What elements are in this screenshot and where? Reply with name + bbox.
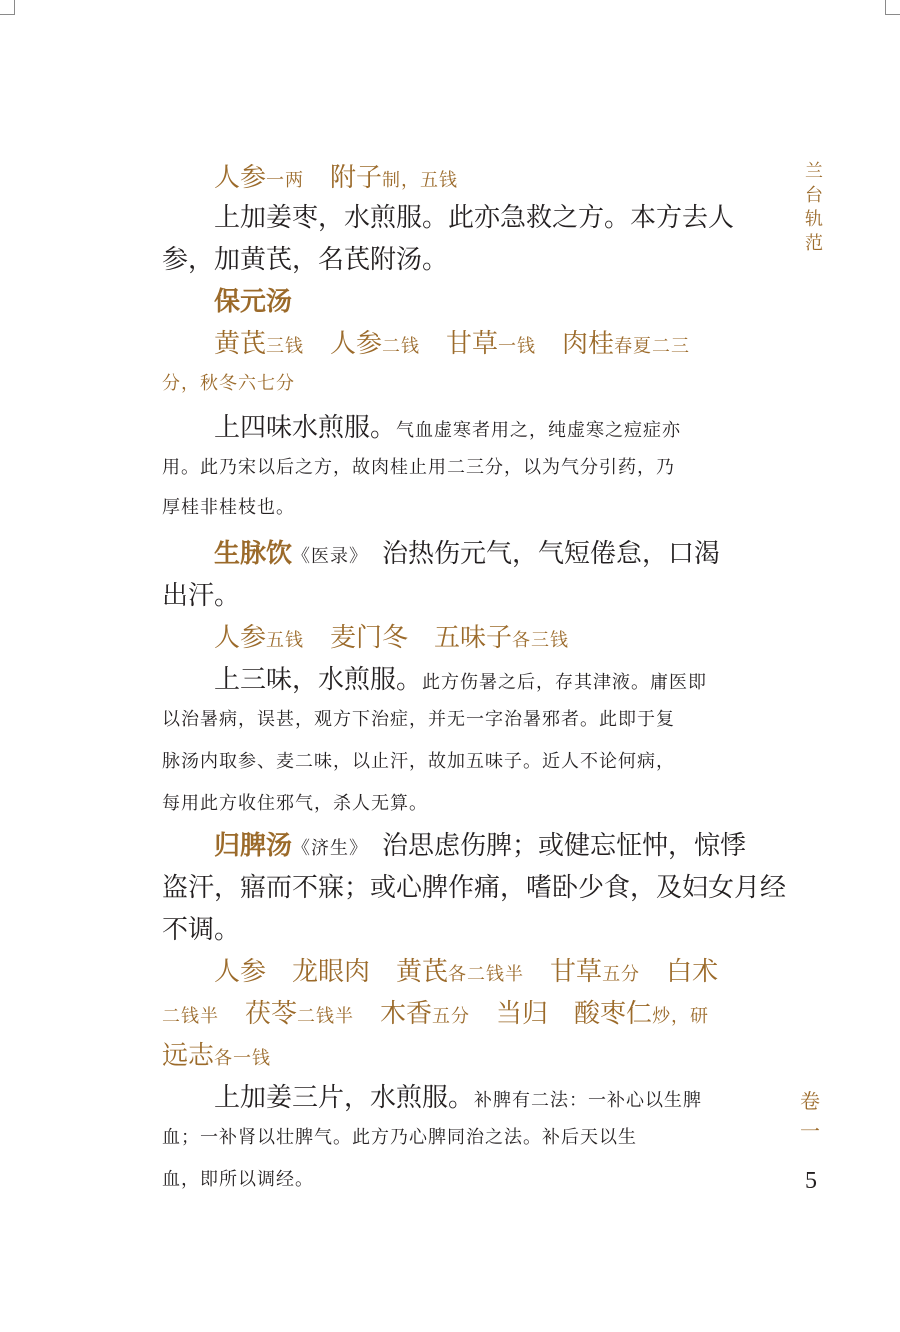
text-line (214, 662, 707, 698)
herb-dose: 五分 (432, 1006, 471, 1027)
herb-dose: 各二钱半 (448, 964, 525, 985)
commentary-text: 脉汤内取参、麦二味，以止汗，故加五味子。近人不论何病， (162, 751, 675, 772)
herb-name: 人参 (330, 329, 383, 359)
herb-name: 龙眼肉 (292, 957, 371, 987)
running-volume-label (798, 1086, 822, 1146)
commentary-text: 血；一补肾以壮脾气。此方乃心脾同治之法。补后天以生 (162, 1127, 637, 1148)
crop-mark-right (885, 0, 900, 15)
indication-text: 盗汗，寤而不寐；或心脾作痛，嗜卧少食，及妇女月经 (162, 873, 787, 903)
commentary-text: 气血虚寒者用之，纯虚寒之痘症亦 (396, 420, 682, 441)
usage-text: 上三味，水煎服。 (214, 665, 423, 695)
prescription-title: 生脉饮 (214, 539, 293, 569)
prescription-header (214, 536, 720, 572)
herb-dose: 二钱半 (297, 1006, 355, 1027)
herb-name: 当归 (496, 999, 549, 1029)
formula-line (162, 996, 709, 1032)
herb-dose: 制，五钱 (382, 170, 459, 191)
herb-name: 麦门冬 (330, 623, 409, 653)
herb-dose: 分，秋冬六七分 (162, 373, 295, 394)
text-line (214, 1080, 702, 1116)
herb-name: 茯苓 (245, 999, 298, 1029)
herb-dose: 炒，研 (652, 1006, 710, 1027)
herb-name: 五味子 (434, 623, 513, 653)
indication-text: 治思虑伤脾；或健忘怔忡，惊悸 (382, 831, 747, 861)
herb-dose: 一钱 (498, 336, 537, 357)
herb-name: 人参 (214, 957, 267, 987)
commentary-text: 以治暑病，误甚，观方下治症，并无一字治暑邪者。此即于复 (162, 709, 675, 730)
prescription-title: 归脾汤 (214, 831, 293, 861)
herb-name: 肉桂 (562, 329, 615, 359)
herb-name: 黄芪 (214, 329, 267, 359)
volume-char: 一 (800, 1119, 820, 1143)
page-number: 5 (805, 1168, 817, 1194)
formula-line (162, 1038, 271, 1074)
source-reference: 《医录》 (292, 546, 369, 567)
formula-line (214, 326, 690, 362)
source-reference: 《济生》 (292, 838, 369, 859)
commentary-text: 每用此方收住邪气，杀人无算。 (162, 793, 428, 814)
herb-dose: 各三钱 (512, 630, 570, 651)
text-line: 上加姜枣，水煎服。此亦急救之方。本方去人 (214, 203, 735, 233)
herb-dose: 三钱 (266, 336, 305, 357)
herb-name: 黄芪 (396, 957, 449, 987)
herb-name: 白术 (666, 957, 719, 987)
book-title-char: 轨 (805, 209, 823, 230)
herb-dose: 二钱半 (162, 1006, 219, 1027)
herb-name: 人参 (214, 163, 267, 193)
text-line (214, 410, 681, 446)
running-book-title (803, 160, 825, 256)
herb-name: 附子 (330, 163, 383, 193)
commentary-text: 厚桂非桂枝也。 (162, 497, 295, 518)
herb-name: 甘草 (446, 329, 499, 359)
indication-text: 不调。 (162, 915, 241, 945)
formula-line (214, 160, 458, 196)
herb-name: 人参 (214, 623, 267, 653)
usage-text: 上加姜三片，水煎服。 (214, 1083, 475, 1113)
herb-dose: 一两 (266, 170, 305, 191)
herb-name: 酸枣仁 (574, 999, 653, 1029)
usage-text: 上四味水煎服。 (214, 413, 397, 443)
herb-dose: 各一钱 (214, 1048, 272, 1069)
indication-text: 治热伤元气，气短倦怠，口渴 (382, 539, 721, 569)
text-line: 参，加黄芪，名芪附汤。 (162, 245, 449, 275)
herb-name: 远志 (162, 1041, 215, 1071)
book-title-char: 范 (805, 233, 823, 254)
herb-dose: 二钱 (382, 336, 421, 357)
indication-text: 出汗。 (162, 581, 241, 611)
prescription-title: 保元汤 (214, 287, 293, 317)
herb-name: 甘草 (550, 957, 603, 987)
commentary-text: 此方伤暑之后，存其津液。庸医即 (422, 672, 708, 693)
book-title-char: 兰 (805, 161, 823, 182)
formula-line (214, 620, 569, 656)
prescription-header (214, 828, 746, 864)
commentary-text: 用。此乃宋以后之方，故肉桂止用二三分，以为气分引药，乃 (162, 457, 675, 478)
herb-dose: 五分 (602, 964, 641, 985)
herb-dose: 春夏二三 (614, 336, 691, 357)
commentary-text: 补脾有二法：一补心以生脾 (474, 1090, 703, 1111)
herb-dose: 五钱 (266, 630, 305, 651)
volume-char: 卷 (800, 1089, 820, 1113)
commentary-text: 血，即所以调经。 (162, 1169, 314, 1190)
crop-mark-left (0, 0, 15, 15)
herb-name: 木香 (380, 999, 433, 1029)
book-title-char: 台 (805, 185, 823, 206)
formula-line (214, 954, 718, 990)
